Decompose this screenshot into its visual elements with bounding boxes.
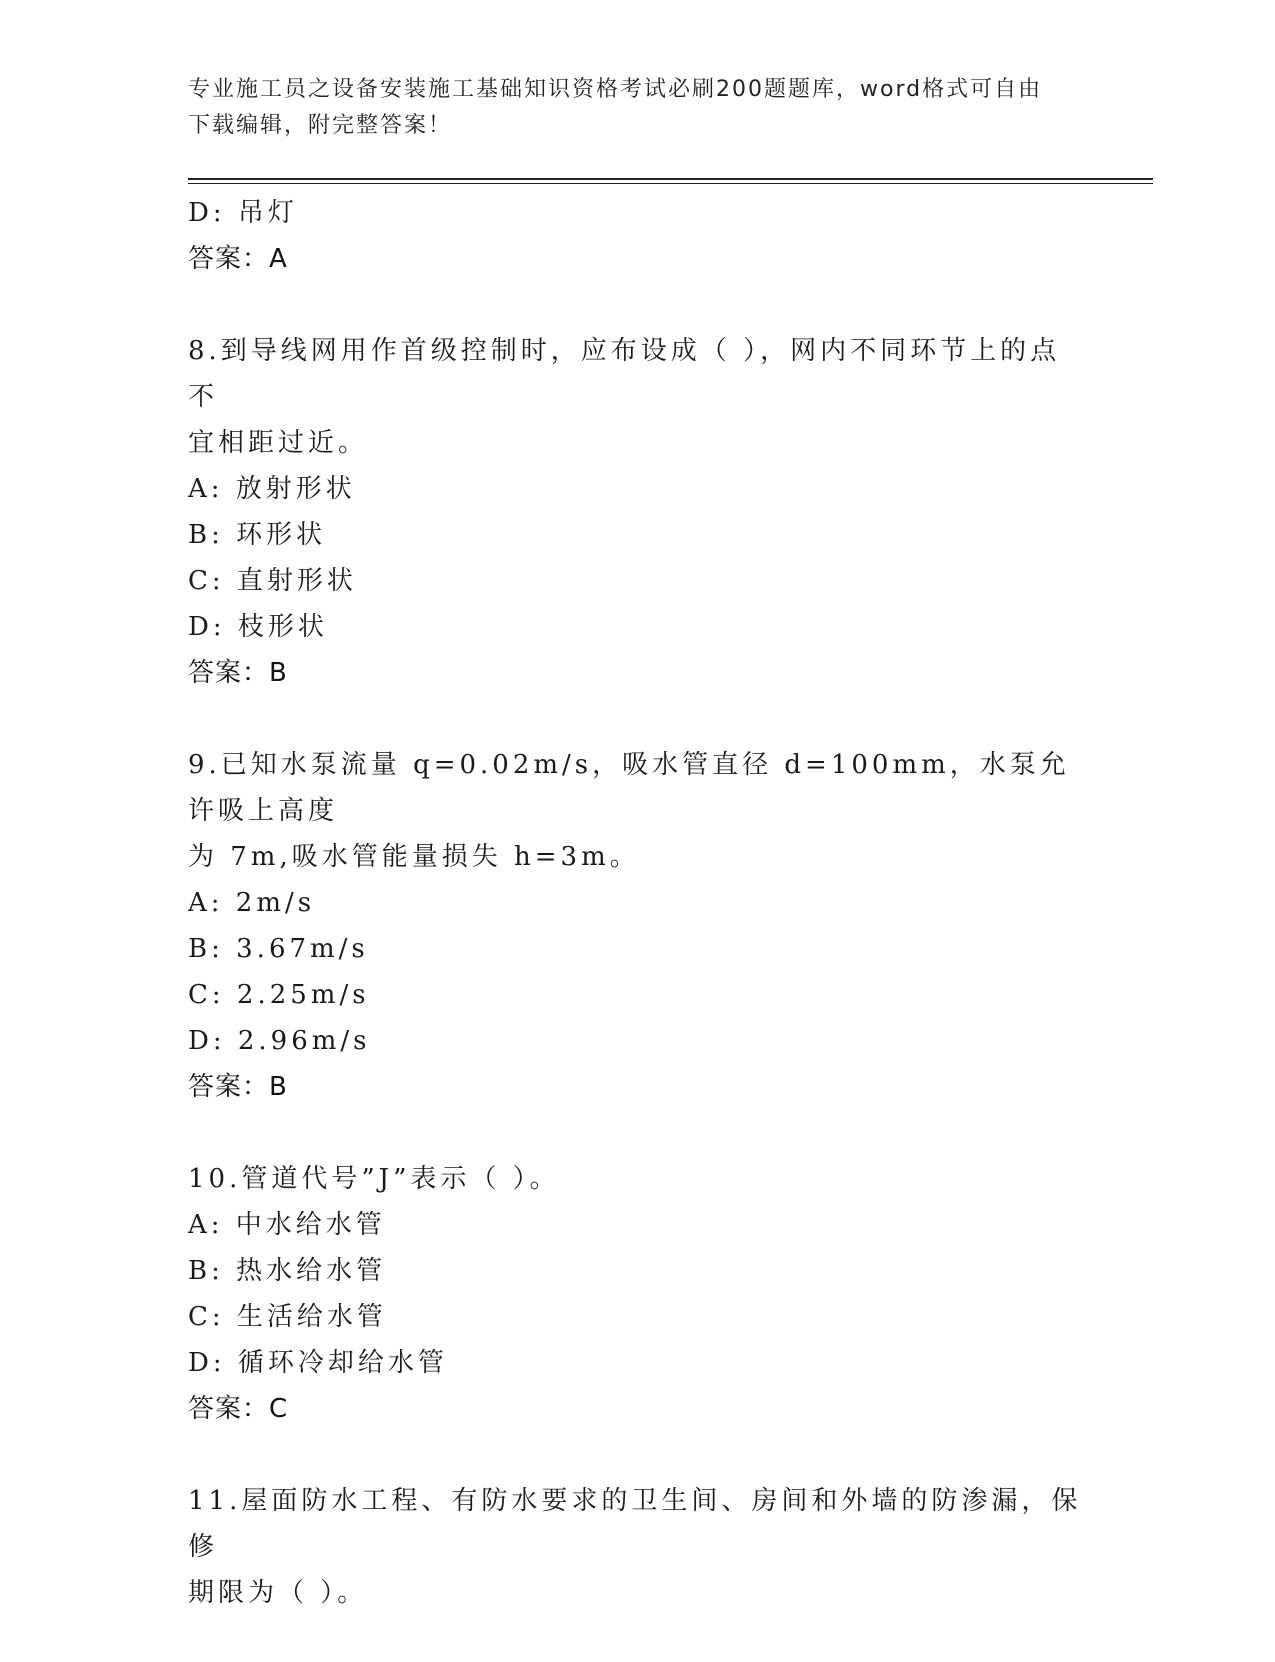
question-9	[188, 742, 1088, 1110]
question-8	[188, 328, 1088, 696]
option-a: A: 2m/s	[188, 888, 316, 918]
option-c: C: 2.25m/s	[188, 980, 370, 1010]
question-11	[188, 1478, 1088, 1616]
header-title-line-1: 专业施工员之设备安装施工基础知识资格考试必刷200题题库，word格式可自由	[188, 77, 1043, 102]
header-title-line-2: 下载编辑，附完整答案！	[188, 113, 453, 138]
option-b: B: 3.67m/s	[188, 934, 369, 964]
question-text-line-1: 9.已知水泵流量 q=0.02m/s，吸水管直径 d=100mm，水泵允许吸上高度	[188, 750, 1070, 826]
question-10	[188, 1156, 1088, 1432]
question-text-line-2: 期限为（ ）。	[188, 1578, 368, 1608]
answer-line: 答案：A	[188, 244, 288, 274]
answer-line: 答案：C	[188, 1394, 289, 1424]
answer-line: 答案：B	[188, 1072, 288, 1102]
option-b: B: 环形状	[188, 520, 327, 550]
option-d: D: 吊灯	[188, 198, 298, 228]
question-text-line-2: 为 7m,吸水管能量损失 h=3m。	[188, 842, 640, 872]
question-text-line-1: 11.屋面防水工程、有防水要求的卫生间、房间和外墙的防渗漏，保修	[188, 1486, 1082, 1562]
option-c: C: 生活给水管	[188, 1302, 387, 1332]
document-header	[188, 72, 1088, 144]
option-a: A: 中水给水管	[188, 1210, 386, 1240]
question-text-line-1: 8.到导线网用作首级控制时，应布设成（ ），网内不同环节上的点不	[188, 336, 1061, 412]
option-d: D: 2.96m/s	[188, 1026, 371, 1056]
answer-line: 答案：B	[188, 658, 288, 688]
question-text-line-1: 10.管道代号”J”表示（ ）。	[188, 1164, 560, 1194]
option-d: D: 枝形状	[188, 612, 328, 642]
previous-question-tail	[188, 190, 1088, 282]
question-text-line-2: 宜相距过近。	[188, 428, 369, 458]
option-d: D: 循环冷却给水管	[188, 1348, 448, 1378]
question-list	[188, 190, 1088, 1662]
option-b: B: 热水给水管	[188, 1256, 387, 1286]
option-c: C: 直射形状	[188, 566, 357, 596]
header-divider-thick	[188, 178, 1153, 180]
option-a: A: 放射形状	[188, 474, 356, 504]
header-divider-thin	[188, 183, 1153, 184]
